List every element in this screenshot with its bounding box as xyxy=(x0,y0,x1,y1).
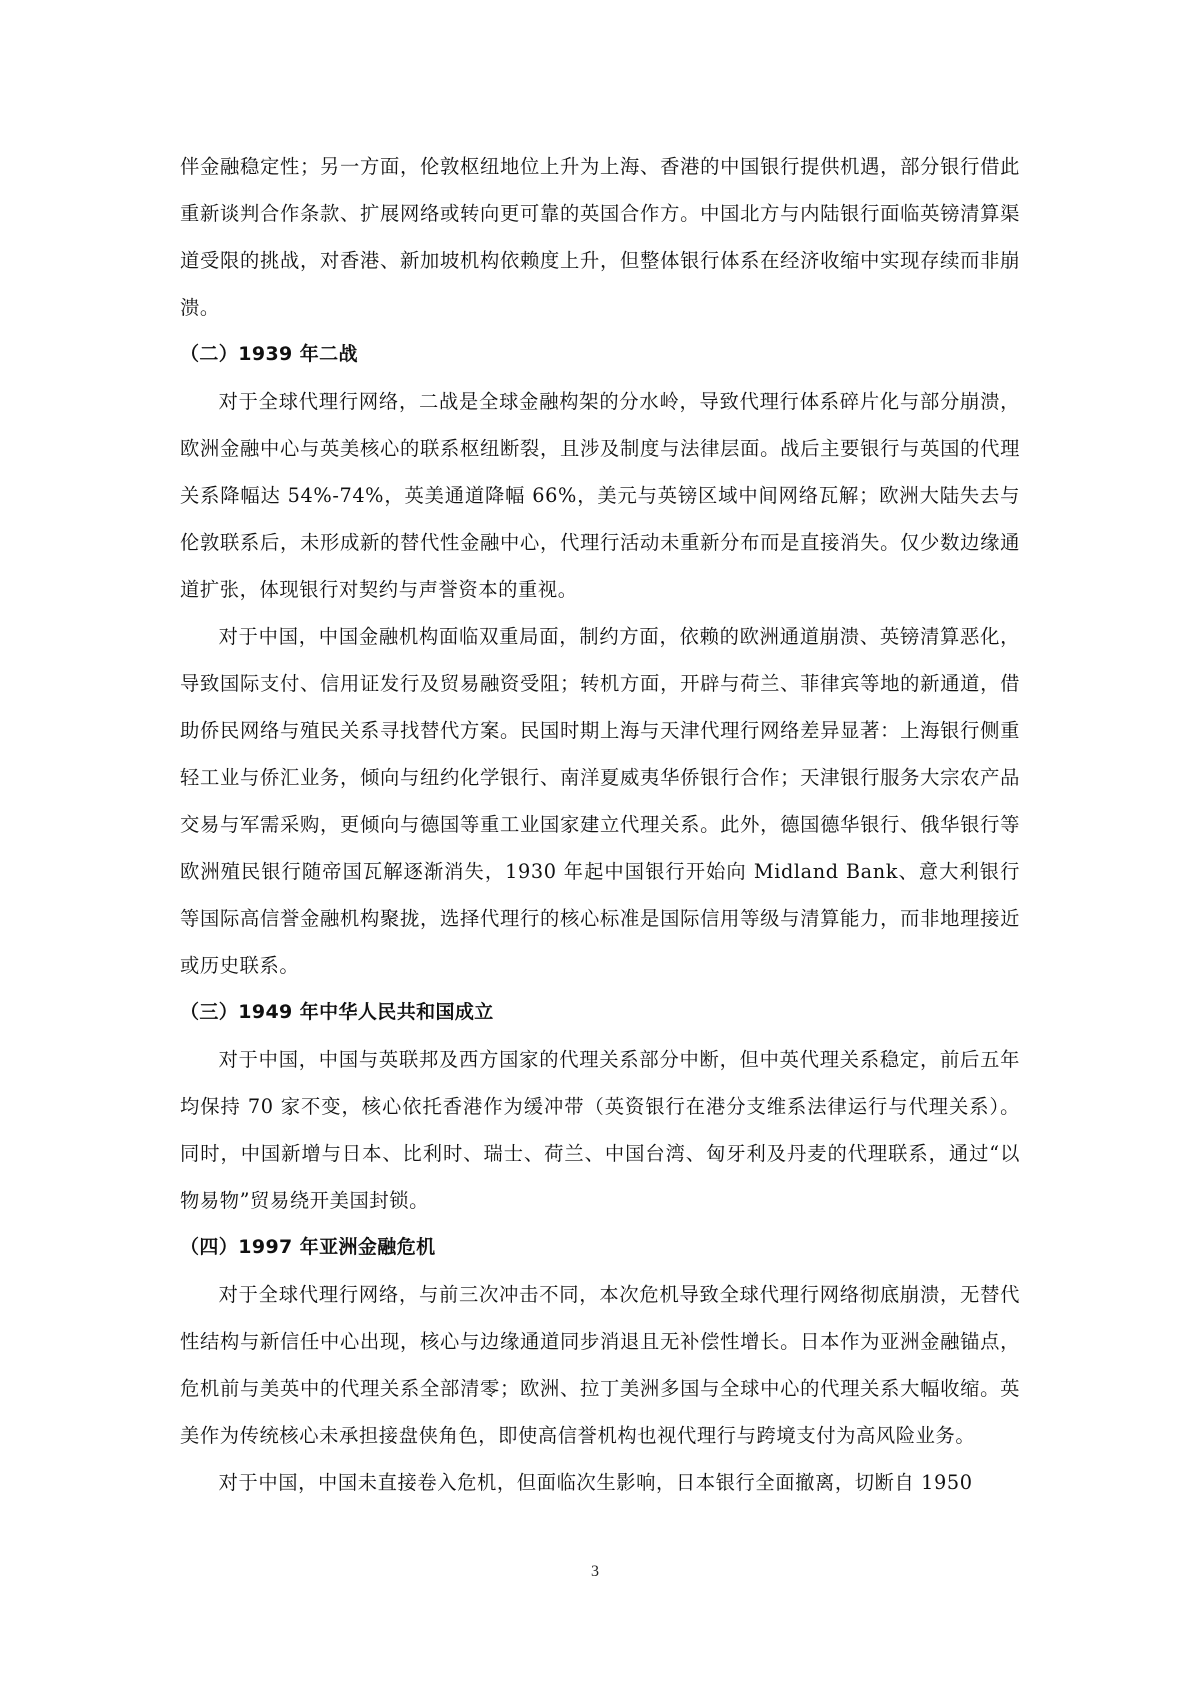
paragraph-wwii-global: 对于全球代理行网络，二战是全球金融构架的分水岭，导致代理行体系碎片化与部分崩溃，欧洲金融中心与英美核心的联系枢纽断裂，且涉及制度与法律层面。战后主要银行与英国的代理关系降幅达 54%-74%，英美通道降幅 66%，美元与英镑区域中间网络瓦解；欧洲大陆失去与伦敦联系后，未形成新的替代性金融中心，代理行活动未重新分布而是直接消失。仅少数边缘通道扩张，体现银行对契约与声誉资本的重视。 xyxy=(180,390,1020,601)
section-heading-1949: （三）1949 年中华人民共和国成立 xyxy=(180,1001,494,1023)
paragraph-continued: 伴金融稳定性；另一方面，伦敦枢纽地位上升为上海、香港的中国银行提供机遇，部分银行借此重新谈判合作条款、扩展网络或转向更可靠的英国合作方。中国北方与内陆银行面临英镑清算渠道受限的挑战，对香港、新加坡机构依赖度上升，但整体银行体系在经济收缩中实现存续而非崩溃。 xyxy=(180,155,1020,319)
page-number: 3 xyxy=(591,1563,599,1580)
section-heading-wwii: （二）1939 年二战 xyxy=(180,343,358,365)
paragraph-1949-china: 对于中国，中国与英联邦及西方国家的代理关系部分中断，但中英代理关系稳定，前后五年均保持 70 家不变，核心依托香港作为缓冲带（英资银行在港分支维系法律运行与代理关系）。同时，中国新增与日本、比利时、瑞士、荷兰、中国台湾、匈牙利及丹麦的代理联系，通过“以物易物”贸易绕开美国封锁。 xyxy=(180,1048,1020,1212)
document-page xyxy=(180,143,1020,1506)
section-heading-1997: （四）1997 年亚洲金融危机 xyxy=(180,1236,436,1258)
paragraph-1997-china: 对于中国，中国未直接卷入危机，但面临次生影响，日本银行全面撤离，切断自 1950 xyxy=(218,1471,973,1494)
paragraph-wwii-china: 对于中国，中国金融机构面临双重局面，制约方面，依赖的欧洲通道崩溃、英镑清算恶化，导致国际支付、信用证发行及贸易融资受阻；转机方面，开辟与荷兰、菲律宾等地的新通道，借助侨民网络与殖民关系寻找替代方案。民国时期上海与天津代理行网络差异显著：上海银行侧重轻工业与侨汇业务，倾向与纽约化学银行、南洋夏威夷华侨银行合作；天津银行服务大宗农产品交易与军需采购，更倾向与德国等重工业国家建立代理关系。此外，德国德华银行、俄华银行等欧洲殖民银行随帝国瓦解逐渐消失，1930 年起中国银行开始向 Midland Bank、意大利银行等国际高信誉金融机构聚拢，选择代理行的核心标准是国际信用等级与清算能力，而非地理接近或历史联系。 xyxy=(180,625,1020,977)
paragraph-1997-global: 对于全球代理行网络，与前三次冲击不同，本次危机导致全球代理行网络彻底崩溃，无替代性结构与新信任中心出现，核心与边缘通道同步消退且无补偿性增长。日本作为亚洲金融锚点，危机前与美英中的代理关系全部清零；欧洲、拉丁美洲多国与全球中心的代理关系大幅收缩。英美作为传统核心未承担接盘侠角色，即使高信誉机构也视代理行与跨境支付为高风险业务。 xyxy=(180,1283,1020,1447)
